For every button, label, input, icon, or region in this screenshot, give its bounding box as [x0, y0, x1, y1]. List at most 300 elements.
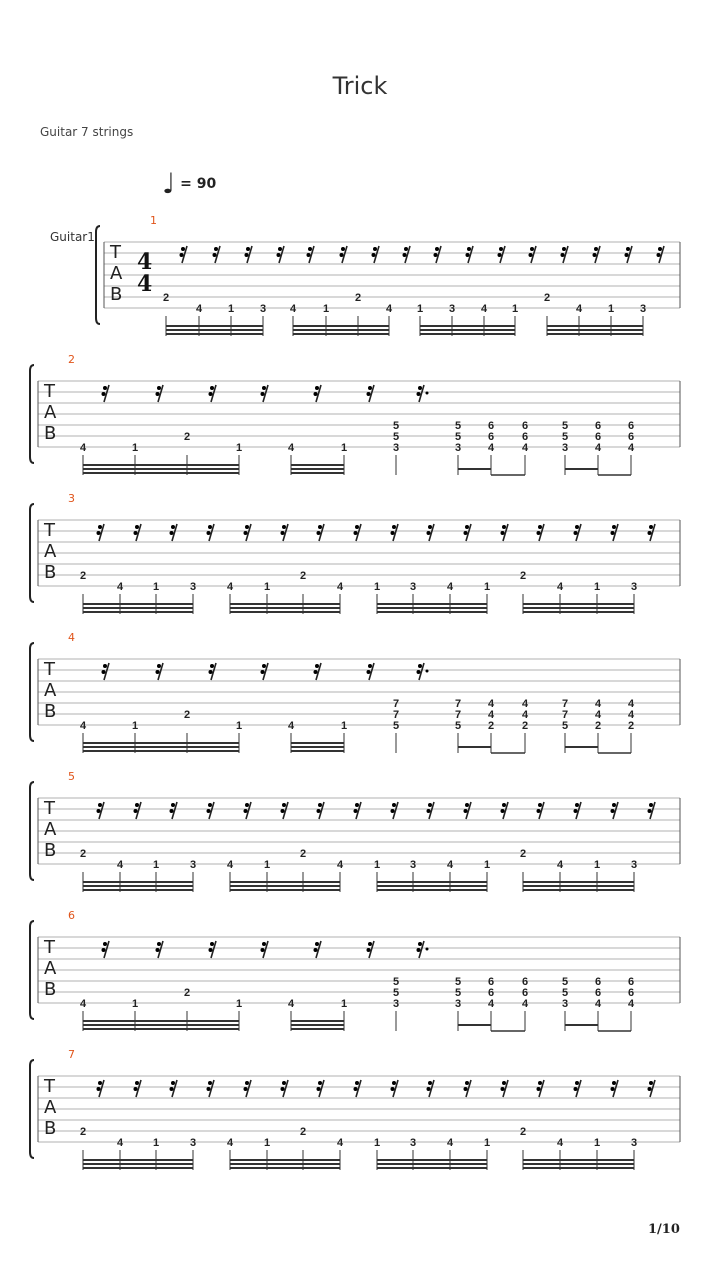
fret-number: 1 — [235, 998, 243, 1010]
system-bracket — [30, 921, 34, 1019]
measure-number: 7 — [68, 1048, 75, 1061]
fret-number: 3 — [189, 859, 197, 871]
fret-number: 4 — [336, 859, 344, 871]
rest-flag-dot — [354, 1087, 358, 1091]
chord-fret-number: 5 — [454, 420, 462, 432]
fret-number: 3 — [189, 581, 197, 593]
fret-number: 2 — [183, 987, 191, 999]
rest-flag-dot — [612, 803, 616, 807]
rest-flag-dot — [367, 948, 371, 952]
rest-flag-dot — [372, 253, 376, 257]
rest-flag-dot — [97, 809, 101, 813]
rest-flag-dot — [502, 525, 506, 529]
chord-fret-number: 4 — [521, 698, 529, 710]
rest-flag-dot — [392, 525, 396, 529]
rest-flag-dot — [435, 247, 439, 251]
tab-letter: B — [44, 423, 57, 444]
fret-number: 3 — [409, 1137, 417, 1149]
rest-flag-dot — [170, 1087, 174, 1091]
tab-letter: A — [44, 1097, 57, 1118]
chord-fret-number: 2 — [594, 720, 602, 732]
rest-flag-dot — [403, 253, 407, 257]
rest-flag-dot — [649, 525, 653, 529]
chord-fret-number: 4 — [521, 998, 529, 1010]
rest-flag-dot — [648, 1087, 652, 1091]
rest-flag-dot — [317, 1087, 321, 1091]
chord-fret-number: 5 — [454, 976, 462, 988]
rest-flag-dot — [281, 1087, 285, 1091]
fret-number: 4 — [226, 859, 234, 871]
fret-number: 1 — [373, 581, 381, 593]
rest-flag-dot — [282, 803, 286, 807]
tab-letter: A — [44, 958, 57, 979]
rest-flag-dot — [538, 1081, 542, 1085]
rest-flag-dot — [214, 247, 218, 251]
measure-number: 3 — [68, 492, 75, 505]
chord-fret-number: 4 — [627, 442, 635, 454]
rest-flag-dot — [501, 531, 505, 535]
tab-letter: B — [44, 840, 57, 861]
fret-number: 4 — [556, 859, 564, 871]
chord-fret-number: 6 — [487, 420, 495, 432]
rest-flag-dot — [465, 525, 469, 529]
tab-system-2 — [30, 353, 680, 475]
rest-flag-dot — [368, 942, 372, 946]
time-signature-top: 4 — [137, 249, 153, 275]
rest-flag-dot — [317, 531, 321, 535]
fret-number: 4 — [575, 303, 583, 315]
chord-fret-number: 4 — [594, 998, 602, 1010]
page-number[interactable]: 1/10 — [648, 1222, 680, 1237]
fret-number: 4 — [116, 581, 124, 593]
fret-number: 4 — [289, 303, 297, 315]
rest-flag-dot — [391, 531, 395, 535]
fret-number: 2 — [79, 848, 87, 860]
system-bracket — [30, 504, 34, 602]
fret-number: 1 — [593, 581, 601, 593]
fret-number: 4 — [79, 720, 87, 732]
chord-fret-number: 5 — [561, 420, 569, 432]
rest-flag-dot — [611, 531, 615, 535]
chord-fret-number: 6 — [627, 420, 635, 432]
fret-number: 1 — [340, 998, 348, 1010]
rest-flag-dot — [428, 525, 432, 529]
rest-flag-dot — [625, 253, 629, 257]
rest-flag-dot — [170, 809, 174, 813]
fret-number: 1 — [152, 581, 160, 593]
fret-number: 1 — [131, 442, 139, 454]
rest-flag-dot — [611, 1087, 615, 1091]
rest-flag-dot — [368, 386, 372, 390]
chord-fret-number: 6 — [627, 987, 635, 999]
rest-flag-dot — [156, 948, 160, 952]
tab-letter: T — [44, 798, 55, 819]
rest-flag-dot — [537, 531, 541, 535]
rest-flag-dot — [261, 948, 265, 952]
system-bracket — [30, 782, 34, 880]
rest-flag-dot — [498, 253, 502, 257]
rest-flag-dot — [318, 1081, 322, 1085]
chord-fret-number: 3 — [561, 442, 569, 454]
rest-flag-dot — [501, 1087, 505, 1091]
tempo-value: = 90 — [180, 176, 217, 192]
fret-number: 4 — [287, 720, 295, 732]
fret-number: 1 — [511, 303, 519, 315]
fret-number: 4 — [556, 1137, 564, 1149]
rest-flag-dot — [103, 386, 107, 390]
rest-flag-dot — [315, 942, 319, 946]
system-bracket — [96, 226, 100, 324]
tab-system-3 — [30, 492, 680, 614]
chord-fret-number: 6 — [521, 976, 529, 988]
tab-letter: B — [44, 701, 57, 722]
tab-letter: A — [44, 680, 57, 701]
rest-flag-dot — [501, 809, 505, 813]
rest-flag-dot — [171, 1081, 175, 1085]
fret-number: 2 — [79, 1126, 87, 1138]
fret-number: 2 — [519, 570, 527, 582]
fret-number: 1 — [373, 1137, 381, 1149]
chord-fret-number: 6 — [521, 987, 529, 999]
rest-flag-dot — [244, 809, 248, 813]
rest-flag-dot — [314, 670, 318, 674]
rest-dot — [426, 392, 429, 395]
fret-number: 4 — [79, 442, 87, 454]
rest-flag-dot — [262, 942, 266, 946]
rest-flag-dot — [626, 247, 630, 251]
rest-flag-dot — [404, 247, 408, 251]
chord-fret-number: 3 — [392, 442, 400, 454]
tab-system-1 — [96, 214, 680, 336]
rest-flag-dot — [156, 670, 160, 674]
chord-fret-number: 6 — [521, 420, 529, 432]
rest-flag-dot — [355, 525, 359, 529]
rest-flag-dot — [341, 247, 345, 251]
rest-flag-dot — [210, 664, 214, 668]
fret-number: 1 — [152, 1137, 160, 1149]
fret-number: 1 — [235, 442, 243, 454]
rest-flag-dot — [530, 247, 534, 251]
rest-flag-dot — [611, 809, 615, 813]
chord-fret-number: 2 — [487, 720, 495, 732]
rest-flag-dot — [207, 531, 211, 535]
chord-fret-number: 3 — [561, 998, 569, 1010]
fret-number: 4 — [79, 998, 87, 1010]
rest-flag-dot — [467, 247, 471, 251]
rest-flag-dot — [538, 525, 542, 529]
chord-fret-number: 5 — [454, 720, 462, 732]
rest-flag-dot — [181, 247, 185, 251]
fret-number: 2 — [354, 292, 362, 304]
chord-fret-number: 7 — [454, 709, 462, 721]
fret-number: 3 — [409, 859, 417, 871]
rest-flag-dot — [464, 531, 468, 535]
rest-flag-dot — [208, 803, 212, 807]
rest-flag-dot — [213, 253, 217, 257]
system-bracket — [30, 643, 34, 741]
rest-flag-dot — [648, 809, 652, 813]
rest-flag-dot — [102, 670, 106, 674]
rest-flag-dot — [315, 664, 319, 668]
rest-flag-dot — [180, 253, 184, 257]
rest-flag-dot — [98, 1081, 102, 1085]
rest-flag-dot — [134, 1087, 138, 1091]
rest-flag-dot — [245, 253, 249, 257]
rest-flag-dot — [575, 1081, 579, 1085]
rest-flag-dot — [102, 948, 106, 952]
rest-flag-dot — [134, 531, 138, 535]
tab-system-5 — [30, 770, 680, 892]
fret-number: 1 — [607, 303, 615, 315]
fret-number: 1 — [263, 1137, 271, 1149]
rest-flag-dot — [134, 809, 138, 813]
rest-flag-dot — [354, 809, 358, 813]
fret-number: 3 — [639, 303, 647, 315]
tab-letter: B — [110, 284, 123, 305]
chord-fret-number: 4 — [521, 709, 529, 721]
chord-fret-number: 4 — [594, 442, 602, 454]
rest-flag-dot — [418, 664, 422, 668]
chord-fret-number: 5 — [392, 987, 400, 999]
rest-flag-dot — [314, 392, 318, 396]
fret-number: 4 — [446, 859, 454, 871]
chord-fret-number: 4 — [627, 709, 635, 721]
rest-flag-dot — [209, 948, 213, 952]
tab-letter: T — [110, 242, 121, 263]
rest-flag-dot — [282, 525, 286, 529]
rest-flag-dot — [465, 1081, 469, 1085]
system-bracket — [30, 365, 34, 463]
rest-flag-dot — [427, 1087, 431, 1091]
rest-flag-dot — [649, 1081, 653, 1085]
tab-letter: T — [44, 659, 55, 680]
rest-flag-dot — [657, 253, 661, 257]
rest-flag-dot — [575, 525, 579, 529]
fret-number: 4 — [226, 1137, 234, 1149]
chord-fret-number: 4 — [521, 442, 529, 454]
tab-letter: B — [44, 1118, 57, 1139]
chord-fret-number: 5 — [561, 976, 569, 988]
chord-fret-number: 7 — [561, 709, 569, 721]
chord-fret-number: 3 — [454, 998, 462, 1010]
fret-number: 2 — [519, 1126, 527, 1138]
chord-fret-number: 6 — [594, 420, 602, 432]
rest-flag-dot — [171, 803, 175, 807]
chord-fret-number: 4 — [487, 698, 495, 710]
rest-flag-dot — [262, 386, 266, 390]
fret-number: 4 — [195, 303, 203, 315]
rest-flag-dot — [612, 525, 616, 529]
fret-number: 4 — [287, 442, 295, 454]
rest-flag-dot — [245, 803, 249, 807]
rest-flag-dot — [102, 392, 106, 396]
rest-flag-dot — [465, 803, 469, 807]
rest-flag-dot — [277, 253, 281, 257]
fret-number: 1 — [263, 859, 271, 871]
rest-flag-dot — [281, 531, 285, 535]
rest-flag-dot — [354, 531, 358, 535]
fret-number: 3 — [409, 581, 417, 593]
system-bracket — [30, 1060, 34, 1158]
chord-fret-number: 6 — [594, 431, 602, 443]
fret-number: 4 — [446, 581, 454, 593]
rest-flag-dot — [427, 809, 431, 813]
chord-fret-number: 2 — [521, 720, 529, 732]
rest-flag-dot — [428, 803, 432, 807]
rest-flag-dot — [418, 386, 422, 390]
fret-number: 2 — [183, 431, 191, 443]
rest-flag-dot — [156, 392, 160, 396]
rest-flag-dot — [575, 803, 579, 807]
rest-flag-dot — [417, 948, 421, 952]
fret-number: 2 — [543, 292, 551, 304]
chord-fret-number: 5 — [561, 431, 569, 443]
rest-flag-dot — [537, 809, 541, 813]
fret-number: 3 — [448, 303, 456, 315]
rest-flag-dot — [562, 247, 566, 251]
fret-number: 4 — [336, 581, 344, 593]
rest-flag-dot — [281, 809, 285, 813]
chord-fret-number: 5 — [454, 431, 462, 443]
chord-fret-number: 3 — [454, 442, 462, 454]
chord-fret-number: 7 — [561, 698, 569, 710]
rest-flag-dot — [537, 1087, 541, 1091]
rest-flag-dot — [278, 247, 282, 251]
instrument-label: Guitar1 — [50, 230, 95, 244]
rest-flag-dot — [245, 1081, 249, 1085]
tab-letter: T — [44, 381, 55, 402]
chord-fret-number: 5 — [392, 431, 400, 443]
chord-fret-number: 2 — [627, 720, 635, 732]
rest-flag-dot — [392, 803, 396, 807]
rest-flag-dot — [392, 1081, 396, 1085]
rest-flag-dot — [244, 531, 248, 535]
chord-fret-number: 5 — [392, 976, 400, 988]
rest-flag-dot — [318, 803, 322, 807]
measure-number: 6 — [68, 909, 75, 922]
rest-flag-dot — [97, 531, 101, 535]
tab-letter: A — [44, 541, 57, 562]
chord-fret-number: 5 — [392, 720, 400, 732]
fret-number: 1 — [235, 720, 243, 732]
rest-flag-dot — [135, 1081, 139, 1085]
fret-number: 3 — [259, 303, 267, 315]
rest-flag-dot — [428, 1081, 432, 1085]
rest-flag-dot — [208, 525, 212, 529]
measure-number: 5 — [68, 770, 75, 783]
rest-flag-dot — [318, 525, 322, 529]
fret-number: 4 — [287, 998, 295, 1010]
fret-number: 1 — [263, 581, 271, 593]
chord-fret-number: 5 — [454, 987, 462, 999]
rest-flag-dot — [391, 809, 395, 813]
fret-number: 1 — [227, 303, 235, 315]
chord-fret-number: 4 — [627, 998, 635, 1010]
rest-flag-dot — [171, 525, 175, 529]
fret-number: 4 — [446, 1137, 454, 1149]
rest-flag-dot — [135, 803, 139, 807]
rest-flag-dot — [98, 525, 102, 529]
rest-flag-dot — [466, 253, 470, 257]
rest-flag-dot — [210, 386, 214, 390]
rest-flag-dot — [648, 531, 652, 535]
fret-number: 1 — [593, 859, 601, 871]
rest-flag-dot — [98, 803, 102, 807]
rest-flag-dot — [209, 670, 213, 674]
tab-letter: T — [44, 1076, 55, 1097]
rest-dot — [426, 948, 429, 951]
fret-number: 1 — [483, 581, 491, 593]
fret-number: 1 — [373, 859, 381, 871]
rest-flag-dot — [157, 942, 161, 946]
rest-flag-dot — [246, 247, 250, 251]
chord-fret-number: 6 — [487, 987, 495, 999]
tab-letter: T — [44, 937, 55, 958]
rest-flag-dot — [367, 392, 371, 396]
fret-number: 1 — [152, 859, 160, 871]
fret-number: 1 — [322, 303, 330, 315]
rest-flag-dot — [418, 942, 422, 946]
chord-fret-number: 4 — [487, 998, 495, 1010]
rest-flag-dot — [658, 247, 662, 251]
tab-letter: A — [110, 263, 123, 284]
fret-number: 1 — [340, 442, 348, 454]
rest-flag-dot — [157, 386, 161, 390]
rest-flag-dot — [373, 247, 377, 251]
rest-flag-dot — [649, 803, 653, 807]
chord-fret-number: 6 — [594, 987, 602, 999]
rest-flag-dot — [208, 1081, 212, 1085]
chord-fret-number: 3 — [392, 998, 400, 1010]
rest-flag-dot — [308, 247, 312, 251]
rest-flag-dot — [417, 392, 421, 396]
rest-flag-dot — [427, 531, 431, 535]
rest-dot — [426, 670, 429, 673]
chord-fret-number: 4 — [487, 442, 495, 454]
rest-flag-dot — [355, 1081, 359, 1085]
rest-flag-dot — [207, 1087, 211, 1091]
fret-number: 3 — [630, 1137, 638, 1149]
rest-flag-dot — [97, 1087, 101, 1091]
rest-flag-dot — [261, 392, 265, 396]
chord-fret-number: 5 — [392, 420, 400, 432]
chord-fret-number: 4 — [627, 698, 635, 710]
rest-flag-dot — [502, 1081, 506, 1085]
rest-flag-dot — [210, 942, 214, 946]
fret-number: 2 — [519, 848, 527, 860]
rest-flag-dot — [574, 531, 578, 535]
fret-number: 3 — [630, 581, 638, 593]
rest-flag-dot — [170, 531, 174, 535]
tab-system-4 — [30, 631, 680, 753]
rest-flag-dot — [502, 803, 506, 807]
quarter-note-icon: ♩ — [162, 167, 176, 200]
rest-flag-dot — [574, 1087, 578, 1091]
chord-fret-number: 5 — [561, 987, 569, 999]
rest-flag-dot — [262, 664, 266, 668]
measure-number: 4 — [68, 631, 75, 644]
rest-flag-dot — [538, 803, 542, 807]
fret-number: 2 — [79, 570, 87, 582]
fret-number: 1 — [483, 859, 491, 871]
rest-flag-dot — [315, 386, 319, 390]
rest-flag-dot — [612, 1081, 616, 1085]
chord-fret-number: 4 — [487, 709, 495, 721]
rest-flag-dot — [307, 253, 311, 257]
rest-flag-dot — [561, 253, 565, 257]
tab-system-7 — [30, 1048, 680, 1170]
fret-number: 3 — [189, 1137, 197, 1149]
